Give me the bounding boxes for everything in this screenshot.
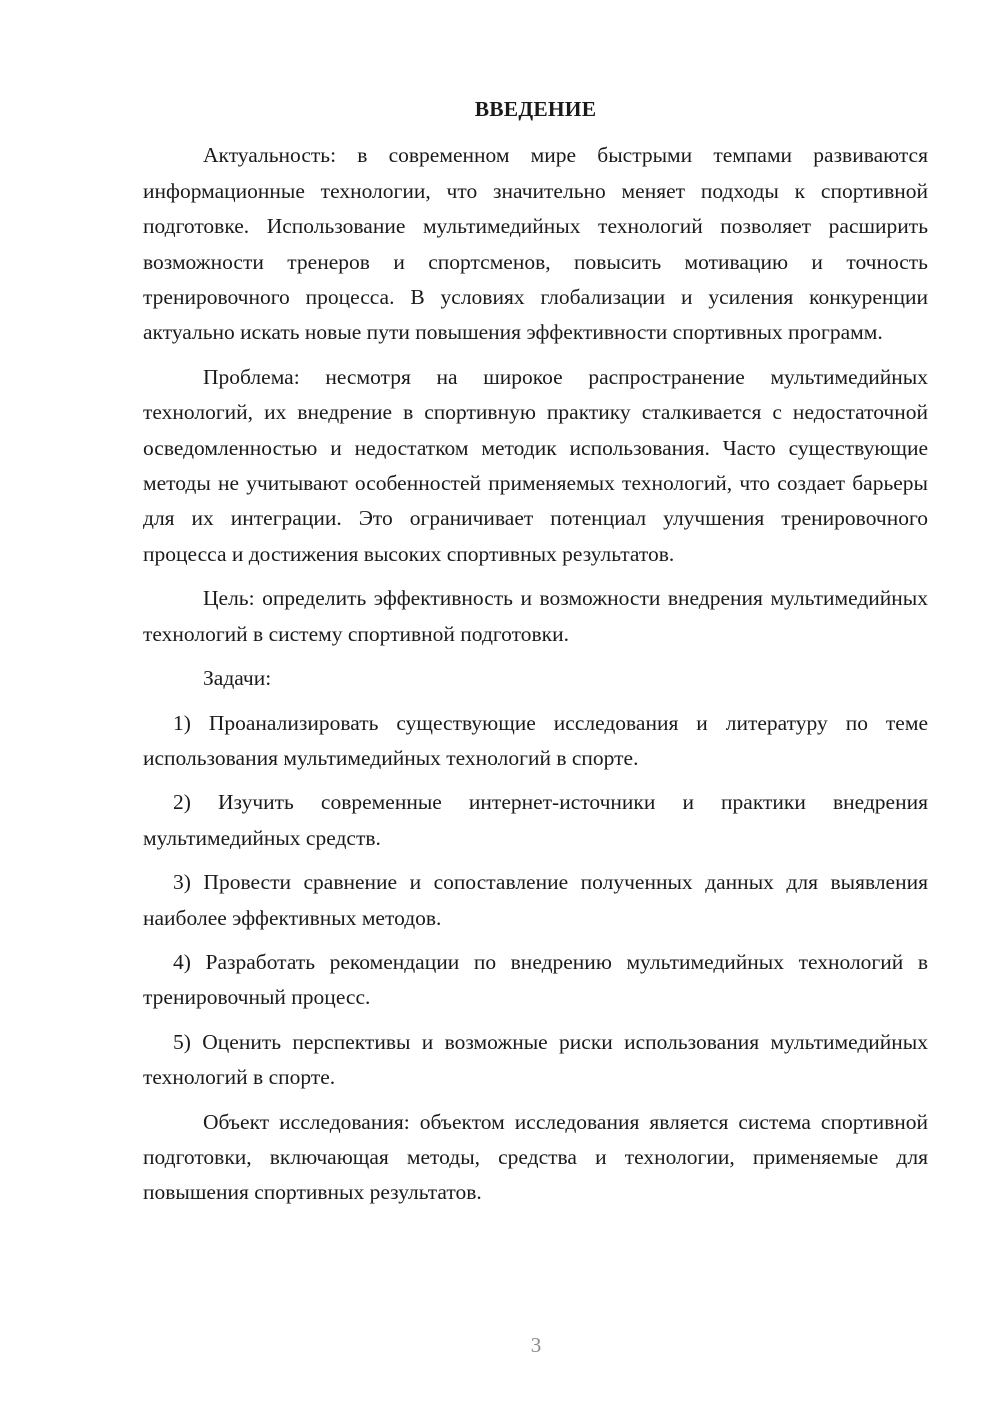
goal-paragraph: Цель: определить эффективность и возможности внедрения мультимедийных технологий в систему спортивной подготовки. — [143, 586, 928, 646]
tasks-list — [143, 706, 928, 1096]
relevance-paragraph: Актуальность: в современном мире быстрыми темпами развиваются информационные технологии, что значительно меняет подходы к спортивной подготовке. Использование мультимедийных технологий позволяет расширить возможности тренеров и спортсменов, повысить мотивацию и точность тренировочного процесса. В условиях глобализации и усиления конкуренции актуально искать новые пути повышения эффективности спортивных программ. — [143, 143, 928, 345]
object-paragraph: Объект исследования: объектом исследования является система спортивной подготовки, включающая методы, средства и технологии, применяемые для повышения спортивных результатов. — [143, 1109, 928, 1205]
problem-paragraph: Проблема: несмотря на широкое распространение мультимедийных технологий, их внедрение в спортивную практику сталкивается с недостаточной осведомленностью и недостатком методик использования. Часто существующие методы не учитывают особенностей применяемых технологий, что создает барьеры для их интеграции. Это ограничивает потенциал улучшения тренировочного процесса и достижения высоких спортивных результатов. — [143, 364, 928, 566]
task-item: 4) Разработать рекомендации по внедрению мультимедийных технологий в тренировочный процесс. — [143, 949, 928, 1010]
task-item: 5) Оценить перспективы и возможные риски использования мультимедийных технологий в спорте. — [143, 1029, 928, 1090]
section-heading: ВВЕДЕНИЕ — [474, 97, 597, 121]
tasks-label: Задачи: — [203, 666, 272, 691]
task-item: 1) Проанализировать существующие исследования и литературу по теме использования мультимедийных технологий в спорте. — [143, 710, 928, 770]
task-item: 3) Провести сравнение и сопоставление полученных данных для выявления наиболее эффективных методов. — [143, 870, 928, 930]
task-item: 2) Изучить современные интернет-источники и практики внедрения мультимедийных средств. — [143, 790, 928, 850]
page-number: 3 — [530, 1333, 542, 1357]
page-content — [143, 92, 928, 1220]
